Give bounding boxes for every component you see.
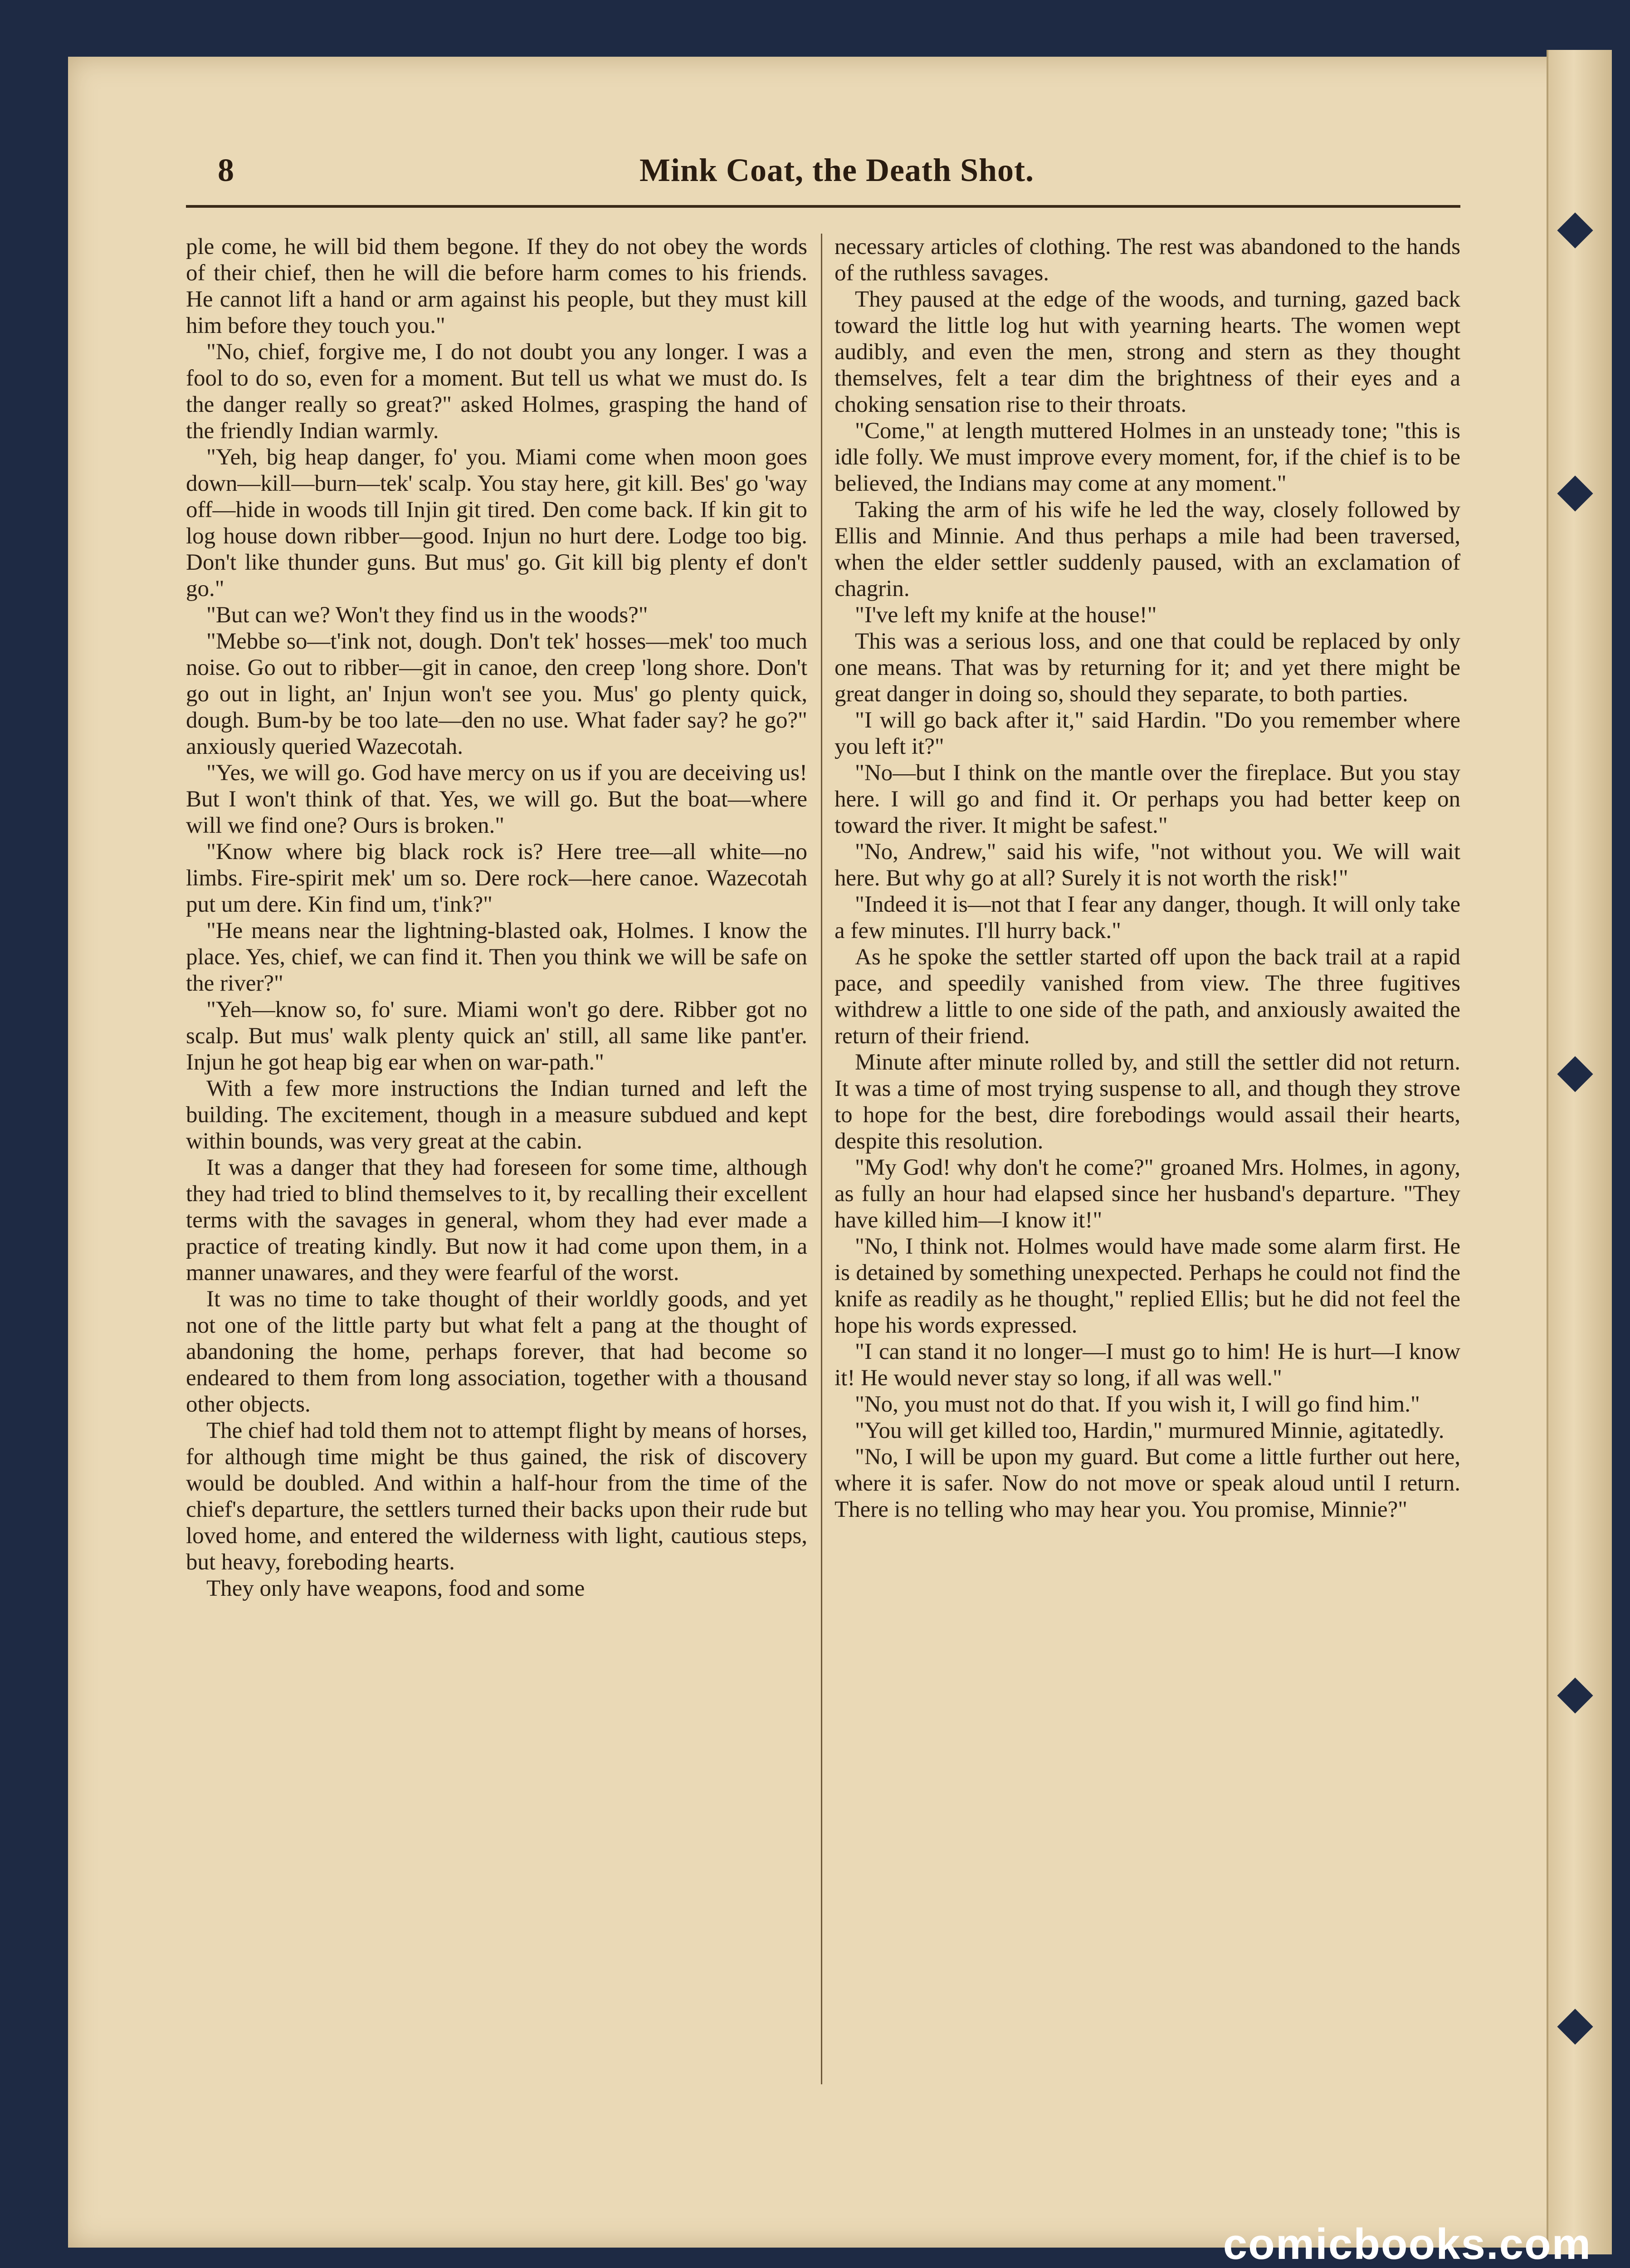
paragraph: "I've left my knife at the house!" bbox=[855, 602, 1157, 628]
paragraph: "No, you must not do that. If you wish it, I will go find him." bbox=[855, 1392, 1420, 1417]
paragraph: "You will get killed too, Hardin," murmured Minnie, agitatedly. bbox=[855, 1418, 1445, 1443]
left-column bbox=[186, 234, 807, 2084]
paragraph: "My God! why don't he come?" groaned Mrs. Holmes, in agony, as fully an hour had elapsed since her husband's departure. "They have killed him—I know it!" bbox=[835, 1155, 1460, 1233]
text-columns bbox=[186, 234, 1460, 2084]
paragraph: "Yeh—know so, fo' sure. Miami won't go dere. Ribber got no scalp. But mus' walk plenty quick an' still, all same like pant'er. Injun he got heap big ear when on war-path." bbox=[186, 997, 807, 1075]
paragraph: necessary articles of clothing. The rest was abandoned to the hands of the ruthless savages. bbox=[835, 234, 1460, 286]
paragraph: "Indeed it is—not that I fear any danger, though. It will only take a few minutes. I'll hurry back." bbox=[835, 892, 1460, 943]
paragraph: "No, chief, forgive me, I do not doubt you any longer. I was a fool to do so, even for a moment. But tell us what we must do. Is the danger really so great?" asked Holmes, grasping the hand of the friendly Indian warmly. bbox=[186, 339, 807, 444]
watermark: comicbooks.com bbox=[1223, 2220, 1591, 2268]
paragraph: It was a danger that they had foreseen for some time, although they had tried to blind themselves to it, by recalling their excellent terms with the savages in general, whom they had ever made a practice of treating kindly. But now it had come upon them, in a manner unawares, and they were fearful of the worst. bbox=[186, 1155, 807, 1286]
paragraph: "I can stand it no longer—I must go to him! He is hurt—I know it! He would never stay so long, if all was well." bbox=[835, 1339, 1460, 1391]
paragraph: Taking the arm of his wife he led the way, closely followed by Ellis and Minnie. And thus perhaps a mile had been traversed, when the elder settler suddenly paused, with an exclamation of chagrin. bbox=[835, 497, 1460, 601]
paragraph: ple come, he will bid them begone. If they do not obey the words of their chief, then he will die before harm comes to his friends. He cannot lift a hand or arm against his people, but they must kill him before they touch you." bbox=[186, 234, 807, 338]
page-gutter bbox=[1547, 50, 1612, 2254]
paragraph: "No, I think not. Holmes would have made some alarm first. He is detained by something unexpected. Perhaps he could not find the knife as readily as he thought," replied Ellis; but he did not feel the hope his words expressed. bbox=[835, 1234, 1460, 1338]
paragraph: Minute after minute rolled by, and still the settler did not return. It was a time of most trying suspense to all, and though they strove to hope for the best, dire forebodings would assail their hearts, despite this resolution. bbox=[835, 1050, 1460, 1154]
header-rule bbox=[186, 205, 1460, 208]
paragraph: "No—but I think on the mantle over the fireplace. But you stay here. I will go and find it. Or perhaps you had better keep on toward the river. It might be safest." bbox=[835, 760, 1460, 838]
page-header bbox=[218, 145, 1456, 195]
paragraph: As he spoke the settler started off upon the back trail at a rapid pace, and speedily vanished from view. The three fugitives withdrew a little to one side of the path, and anxiously awaited the return of their friend. bbox=[835, 944, 1460, 1049]
paragraph: "Come," at length muttered Holmes in an unsteady tone; "this is idle folly. We must improve every moment, for, if the chief is to be believed, the Indians may come at any moment." bbox=[835, 418, 1460, 496]
right-column bbox=[835, 234, 1460, 2084]
paragraph: "Mebbe so—t'ink not, dough. Don't tek' hosses—mek' too much noise. Go out to ribber—git in canoe, den creep 'long shore. Don't go out in light, an' Injun won't see you. Mus' go plenty quick, dough. Bum-by be too late—den no use. What fader say? he go?" anxiously queried Wazecotah. bbox=[186, 629, 807, 759]
paragraph: "No, Andrew," said his wife, "not without you. We will wait here. But why go at all? Surely it is not worth the risk!" bbox=[835, 839, 1460, 891]
paragraph: This was a serious loss, and one that could be replaced by only one means. That was by returning for it; and yet there might be great danger in doing so, should they separate, to both parties. bbox=[835, 629, 1460, 707]
page-number: 8 bbox=[218, 152, 234, 188]
column-divider bbox=[821, 234, 822, 2084]
paragraph: "But can we? Won't they find us in the woods?" bbox=[206, 602, 648, 628]
paragraph: "Yeh, big heap danger, fo' you. Miami come when moon goes down—kill—burn—tek' scalp. You stay here, git kill. Bes' go 'way off—hide in woods till Injin git tired. Den come back. If kin git to log house down ribber—good. Injun no hurt dere. Lodge too big. Don't like thunder guns. But mus' go. Git kill big plenty ef don't go." bbox=[186, 445, 807, 601]
paragraph: The chief had told them not to attempt flight by means of horses, for although time might be thus gained, the risk of discovery would be doubled. And within a half-hour from the time of the chief's departure, the settlers turned their backs upon their rude but loved home, and entered the wilderness with light, cautious steps, but heavy, foreboding hearts. bbox=[186, 1418, 807, 1575]
paragraph: They paused at the edge of the woods, and turning, gazed back toward the little log hut with yearning hearts. The women wept audibly, and even the men, strong and stern as they thought themselves, felt a tear dim the brightness of their eyes and a choking sensation rise to their throats. bbox=[835, 287, 1460, 417]
running-title: Mink Coat, the Death Shot. bbox=[639, 152, 1035, 188]
paragraph: "He means near the lightning-blasted oak, Holmes. I know the place. Yes, chief, we can find it. Then you think we will be safe on the river?" bbox=[186, 918, 807, 996]
paragraph: "No, I will be upon my guard. But come a little further out here, where it is safer. Now do not move or speak aloud until I return. There is no telling who may hear you. You promise, Minnie?" bbox=[835, 1444, 1460, 1522]
paragraph: "Know where big black rock is? Here tree—all white—no limbs. Fire-spirit mek' um so. Dere rock—here canoe. Wazecotah put um dere. Kin find um, t'ink?" bbox=[186, 839, 807, 917]
paragraph: They only have weapons, food and some bbox=[206, 1576, 585, 1601]
paragraph: "Yes, we will go. God have mercy on us if you are deceiving us! But I won't think of that. Yes, we will go. But the boat—where will we find one? Ours is broken." bbox=[186, 760, 807, 838]
paragraph: "I will go back after it," said Hardin. "Do you remember where you left it?" bbox=[835, 708, 1460, 759]
paragraph: It was no time to take thought of their worldly goods, and yet not one of the little party but what felt a pang at the thought of abandoning the home, perhaps forever, that had become so endeared to them from long association, together with a thousand other objects. bbox=[186, 1286, 807, 1417]
paragraph: With a few more instructions the Indian turned and left the building. The excitement, though in a measure subdued and kept within bounds, was very great at the cabin. bbox=[186, 1076, 807, 1154]
